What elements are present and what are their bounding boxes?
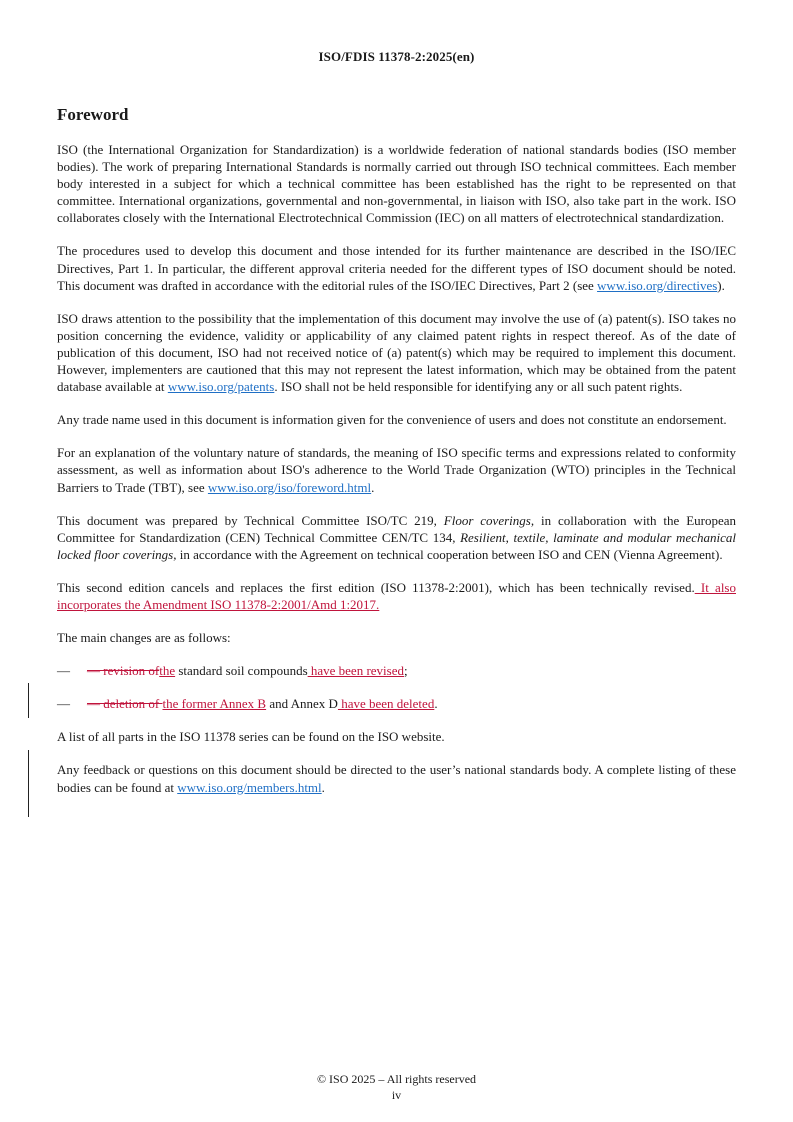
list-item-content [87,695,438,712]
tracked-insertion: It also incorporates the Amendment ISO 11378-2:2001/Amd 1:2017. [57,579,736,612]
paragraph-trade-name: Any trade name used in this document is information given for the convenience of users and does not constitute an endorsement. [57,412,727,428]
link-patents[interactable]: www.iso.org/patents [167,379,275,395]
list-dash: — [57,663,70,679]
link-members[interactable]: www.iso.org/members.html [177,779,322,795]
tracked-insertion: have been revised [307,663,404,679]
list-item-text: standard soil compounds [175,663,308,679]
tracked-insertion: have been deleted [337,696,435,712]
page-footer [0,1071,793,1103]
list-item-text: and Annex D [266,696,338,712]
paragraph-text: . ISO shall not be held responsible for identifying any or all such patent rights. [274,379,683,395]
paragraph-procedures [57,242,736,293]
paragraph-feedback [57,761,736,795]
paragraph-edition [57,579,736,613]
tracked-insertion: the [159,663,176,679]
tracked-deletion: — revision of [87,663,160,679]
list-item-end: . [434,696,438,712]
paragraph-patents [57,310,736,395]
paragraph-text: ISO draws attention to the possibility that the implementation of this document may involve the use of (a) patent(s). ISO takes no position concerning the evidence, validity or applicability of any claimed patent rights in respect thereof. As of the date of publication of this document, ISO had not received notice of (a) patent(s) which may be required to implement this document. However, implementers are cautioned that this may not represent the latest information, which may be obtained from the patent database available at [57,310,736,395]
foreword-body [57,141,736,812]
list-dash: — [57,696,70,712]
paragraph-text: ). [717,277,725,293]
page-number: iv [391,1088,402,1102]
link-foreword[interactable]: www.iso.org/iso/foreword.html [207,479,372,495]
list-item-change [57,695,736,712]
paragraph-iso-intro: ISO (the International Organization for Standardization) is a worldwide federation of national standards bodies (ISO member bodies). The work of preparing International Standards is normally carried out through ISO technical committees. Each member body interested in a subject for which a technical committee has been established has the right to be represented on that committee. International organizations, governmental and non-governmental, in liaison with ISO, also take part in the work. ISO collaborates closely with the International Electrotechnical Commission (IEC) on all matters of electrotechnical standardization. [57,142,736,226]
paragraph-text: . [371,479,375,495]
paragraph-text: Any feedback or questions on this document should be directed to the user’s national standards body. A complete listing of these bodies can be found at [57,762,736,795]
tracked-insertion: the former Annex B [162,696,267,712]
link-directives[interactable]: www.iso.org/directives [597,277,718,293]
paragraph-series-parts: A list of all parts in the ISO 11378 series can be found on the ISO website. [57,729,445,745]
section-title-foreword: Foreword [57,105,129,124]
paragraph-text: . [321,779,325,795]
paragraph-text: in collaboration with the European Committee for Standardization (CEN) Technical Committee CEN/TC 134, [57,512,737,545]
paragraph-voluntary-nature [57,444,736,495]
paragraph-text: The procedures used to develop this document and those intended for its further maintenance are described in the ISO/IEC Directives, Part 1. In particular, the different approval criteria needed for the different types of ISO document should be noted. This document was drafted in accordance with the editorial rules of the ISO/IEC Directives, Part 2 (see [57,243,736,293]
list-item-end: ; [404,663,408,679]
paragraph-text: This second edition cancels and replaces the first edition (ISO 11378-2:2001), which has been technically revised. [57,579,695,595]
document-header-id: ISO/FDIS 11378-2:2025(en) [318,49,475,64]
copyright-notice: © ISO 2025 – All rights reserved [316,1072,477,1086]
paragraph-main-changes-intro: The main changes are as follows: [57,630,231,646]
paragraph-text: in accordance with the Agreement on technical cooperation between ISO and CEN (Vienna Agreement). [176,546,723,562]
list-item-change [57,662,736,679]
change-bar [28,750,29,817]
paragraph-text: For an explanation of the voluntary nature of standards, the meaning of ISO specific terms and expressions related to conformity assessment, as well as information about ISO's adherence to the World Trade Organization (WTO) principles in the Technical Barriers to Trade (TBT), see [57,445,736,495]
committee-title-cen: Resilient, textile, laminate and modular mechanical locked floor coverings, [57,529,736,562]
paragraph-prepared-by [57,512,736,563]
paragraph-text: This document was prepared by Technical Committee ISO/TC 219, [57,512,444,528]
list-item-content [87,662,408,679]
tracked-deletion: — deletion of [87,696,163,712]
committee-title-iso: Floor coverings, [443,512,535,528]
change-bar [28,683,29,718]
